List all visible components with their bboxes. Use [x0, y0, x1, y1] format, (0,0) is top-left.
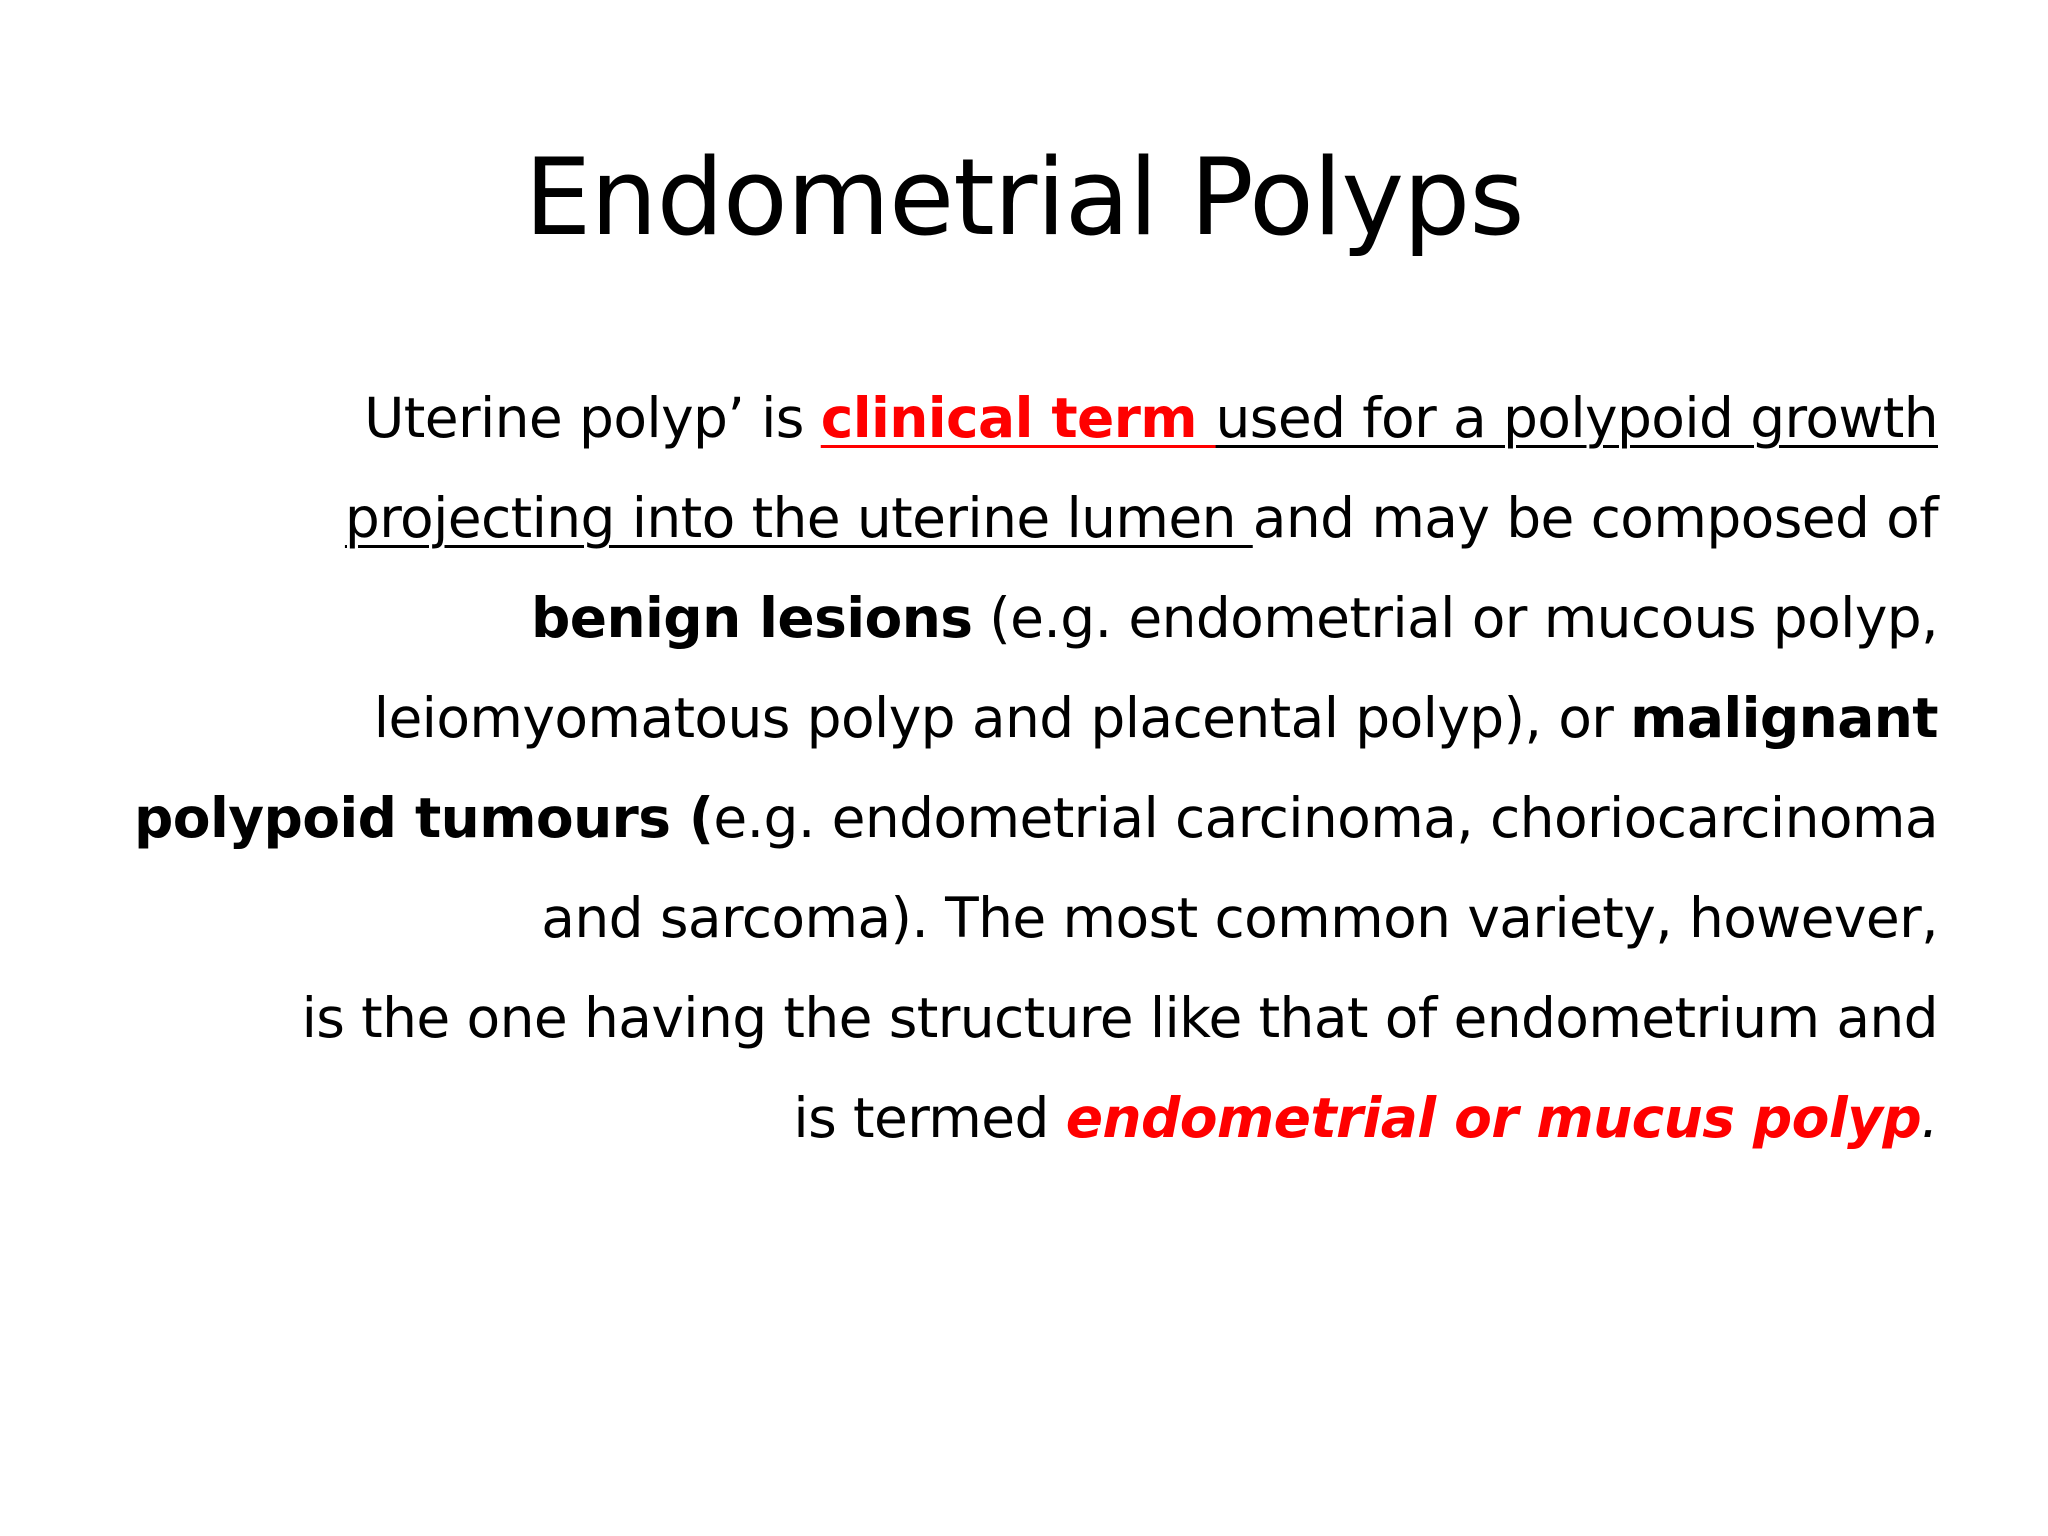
bold-malignant: malignant [1630, 686, 1938, 750]
text-run: is the one having the structure like that of endometrium and [301, 986, 1938, 1050]
underlined-text: projecting into the uterine lumen [344, 486, 1253, 550]
text-run: is termed [793, 1086, 1066, 1150]
text-run: Uterine polyp’ is [364, 386, 821, 450]
body-line [110, 1068, 1938, 1168]
text-run: and may be composed of [1252, 486, 1938, 550]
body-line [110, 468, 1938, 568]
text-run: and sarcoma). The most common variety, however, [541, 886, 1938, 950]
body-line [110, 968, 1938, 1068]
highlight-clinical-term: clinical term [820, 386, 1216, 450]
body-line [110, 568, 1938, 668]
bold-benign-lesions: benign lesions [531, 586, 973, 650]
body-line [110, 368, 1938, 468]
text-run: (e.g. endometrial or mucous polyp, [972, 586, 1938, 650]
text-run: e.g. endometrial carcinoma, choriocarcinoma [713, 786, 1938, 850]
body-line [110, 868, 1938, 968]
text-run: . [1921, 1086, 1938, 1150]
body-line [110, 768, 1938, 868]
body-line [110, 668, 1938, 768]
underlined-text: used for a polypoid growth [1215, 386, 1938, 450]
bold-polypoid-tumours: polypoid tumours ( [133, 786, 714, 850]
slide-body-text [110, 368, 1938, 1168]
highlight-endometrial-polyp: endometrial or mucus polyp [1065, 1086, 1922, 1150]
text-run: leiomyomatous polyp and placental polyp), or [373, 686, 1631, 750]
slide-title: Endometrial Polyps [524, 136, 1524, 259]
